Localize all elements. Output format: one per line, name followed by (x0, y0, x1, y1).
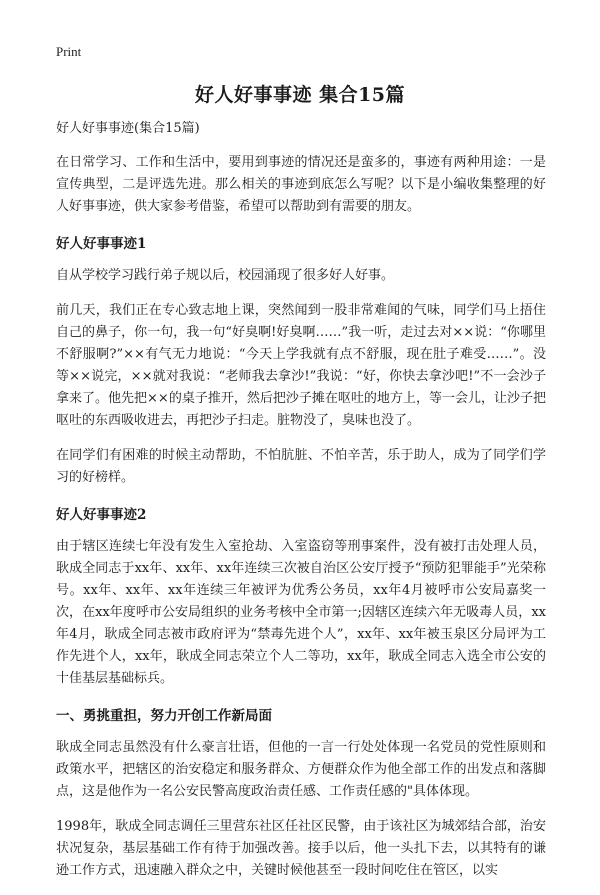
paragraph: 自从学校学习践行弟子规以后，校园涌现了很多好人好事。 (56, 268, 395, 283)
section-heading-2: 好人好事事迹2 (56, 507, 147, 523)
paragraph: 由于辖区连续七年没有发生入室抢劫、入室盗窃等刑事案件，没有被打击处理人员，耿成全同志于xx年、xx年、xx年连续三次被自治区公安厅授予“预防犯罪能手”光荣称号。xx年、xx年、xx年连续三年被评为优秀公务员，xx年4月被呼市公安局嘉奖一次，在xx年度呼市公安局组织的业务考核中全市第一;因辖区连续六年无吸毒人员，xx年4月，耿成全同志被市政府评为“禁毒先进个人”，xx年、xx年被玉泉区分局评为工作先进个人，xx年，耿成全同志荣立个人二等功，xx年，耿成全同志入选全市公安的十佳基层基础标兵。 (56, 539, 546, 686)
section-heading-1: 好人好事事迹1 (56, 236, 147, 252)
document-subtitle: 好人好事事迹(集合15篇) (56, 121, 200, 136)
paragraph: 1998年，耿成全同志调任三里营东社区任社区民警，由于该社区为城郊结合部，治安状况复杂，基层基础工作有待于加强改善。接手以后，他一头扎下去，以其特有的谦逊工作方式，迅速融入群众之中，关键时候他甚至一段时间吃住在管区，以实 (56, 819, 546, 878)
paragraph: 前几天，我们正在专心致志地上课，突然闻到一股非常难闻的气味，同学们马上捂住自己的鼻子，你一句，我一句“好臭啊!好臭啊……”我一听，走过去对××说：“你哪里不舒服啊?”××有气无力地说：“今天上学我就有点不舒服，现在肚子难受……”。没等××说完，××就对我说：“老师我去拿沙!”我说：“好，你快去拿沙吧!”不一会沙子拿来了。他先把××的桌子推开，然后把沙子摊在呕吐的地方上，等一会儿，让沙子把呕吐的东西吸收进去，再把沙子扫走。脏物没了，臭味也没了。 (56, 303, 546, 428)
paragraph: 在同学们有困难的时候主动帮助，不怕肮脏、不怕辛苦，乐于助人，成为了同学们学习的好榜样。 (56, 448, 546, 485)
document-body (56, 118, 546, 895)
section-heading-3: 一、勇挑重担，努力开创工作新局面 (56, 708, 272, 724)
document-title: 好人好事事迹 集合15篇 (194, 84, 406, 106)
intro-paragraph: 在日常学习、工作和生活中，要用到事迹的情况还是蛮多的，事迹有两种用途：一是宣传典型，二是评选先进。那么相关的事迹到底怎么写呢？以下是小编收集整理的好人好事事迹，供大家参考借鉴，希望可以帮助到有需要的朋友。 (56, 155, 546, 214)
print-label: Print (56, 44, 82, 59)
paragraph: 耿成全同志虽然没有什么豪言壮语，但他的一言一行处处体现一名党员的党性原则和政策水平，把辖区的治安稳定和服务群众、方便群众作为他全部工作的出发点和落脚点，这是他作为一名公安民警高度政治责任感、工作责任感的"具体体现。 (56, 740, 546, 799)
